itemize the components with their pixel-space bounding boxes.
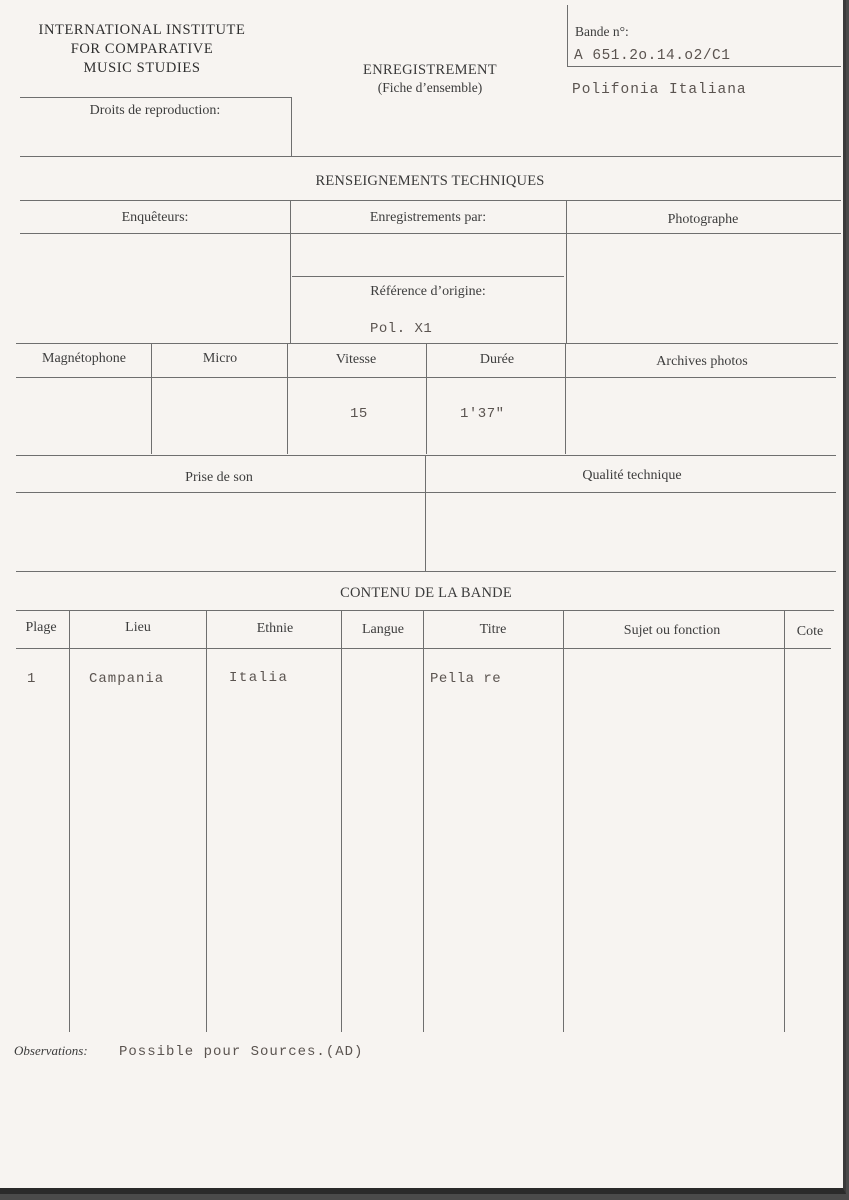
reference-value: Pol. X1	[370, 321, 433, 337]
cell-lieu: Campania	[89, 671, 165, 687]
micro-label: Micro	[202, 351, 238, 366]
cell-titre: Pella re	[430, 671, 502, 687]
vitesse-label: Vitesse	[335, 352, 377, 367]
institute-name	[20, 21, 264, 78]
cell-ethnie: Italia	[229, 670, 289, 686]
duree-label: Durée	[479, 352, 515, 367]
enregistrements-label: Enregistrements par:	[369, 210, 487, 225]
photographe-label: Photographe	[667, 212, 739, 227]
bande-label: Bande n°:	[575, 24, 629, 39]
cell-plage: 1	[27, 671, 36, 687]
col-sujet: Sujet ou fonction	[623, 623, 721, 638]
observations-label: Observations:	[14, 1043, 88, 1058]
form-title: ENREGISTREMENT	[363, 62, 497, 78]
droits-label: Droits de reproduction:	[89, 103, 221, 118]
prise-label: Prise de son	[185, 470, 253, 485]
col-langue: Langue	[362, 622, 404, 637]
enqueteurs-label: Enquêteurs:	[121, 210, 189, 225]
contents-section-title: CONTENU DE LA BANDE	[340, 585, 512, 601]
qualite-label: Qualité technique	[582, 468, 682, 483]
col-titre: Titre	[479, 622, 507, 637]
institute-line-2: FOR COMPARATIVE	[70, 41, 214, 57]
vitesse-value: 15	[350, 406, 368, 422]
magnetophone-label: Magnétophone	[42, 351, 126, 366]
col-lieu: Lieu	[125, 620, 151, 635]
institute-line-3: MUSIC STUDIES	[83, 60, 201, 76]
institute-line-1: INTERNATIONAL INSTITUTE	[38, 22, 246, 38]
duree-value: 1'37"	[460, 406, 505, 422]
archives-label: Archives photos	[656, 354, 748, 369]
bande-number: A 651.2o.14.o2/C1	[574, 48, 731, 64]
col-ethnie: Ethnie	[256, 621, 294, 636]
col-cote: Cote	[796, 624, 824, 639]
observations-value: Possible pour Sources.(AD)	[119, 1044, 364, 1060]
collection-title: Polifonia Italiana	[572, 82, 747, 98]
reference-label: Référence d’origine:	[370, 284, 486, 299]
col-plage: Plage	[25, 620, 57, 635]
technical-section-title: RENSEIGNEMENTS TECHNIQUES	[315, 173, 545, 189]
form-subtitle: (Fiche d’ensemble)	[377, 80, 483, 95]
